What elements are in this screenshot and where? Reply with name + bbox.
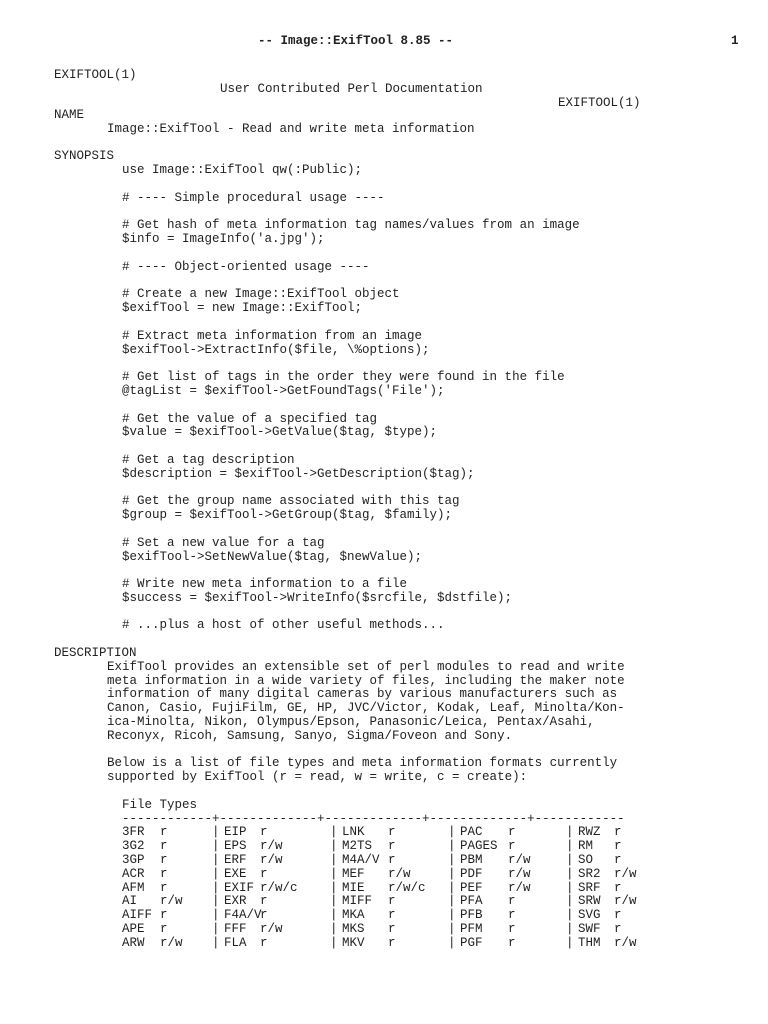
text-line: $group = $exifTool->GetGroup($tag, $family); [122,508,453,523]
column-separator: | [330,866,346,881]
file-type: AI [122,894,138,909]
file-type: EIP [224,825,247,840]
support-mode: r [160,825,168,840]
column-separator: | [212,853,228,868]
support-mode: r/w [160,894,183,909]
text-line [54,482,754,496]
text-line: meta information in a wide variety of files, including the maker note [107,673,625,688]
support-mode: r [260,908,268,923]
file-type: MEF [342,866,365,881]
file-type: MKV [342,935,365,950]
text-line: # Get a tag description [122,452,295,467]
column-separator: | [448,922,464,937]
file-type: SO [578,853,594,868]
section-heading: NAME [54,108,85,122]
support-mode: r [508,839,516,854]
support-mode: r [388,908,396,923]
column-separator: | [212,908,228,923]
file-type: ARW [122,935,145,950]
text-line [54,399,754,413]
column-separator: | [448,825,464,840]
support-mode: r [160,839,168,854]
text-line: # ...plus a host of other useful methods... [122,618,445,633]
support-mode: r/w [260,839,283,854]
support-mode: r [614,922,622,937]
column-separator: | [566,922,582,937]
text-line: $exifTool->ExtractInfo($file, \%options); [122,342,430,357]
support-mode: r [388,825,396,840]
support-mode: r [614,825,622,840]
column-separator: | [330,825,346,840]
support-mode: r [388,922,396,937]
text-line: $value = $exifTool->GetValue($tag, $type); [122,425,438,440]
text-line: # Extract meta information from an image [122,328,423,343]
support-mode: r [508,935,516,950]
column-separator: | [212,866,228,881]
support-mode: r [160,866,168,881]
text-line [54,606,754,620]
column-separator: | [330,853,346,868]
text-line: $exifTool->SetNewValue($tag, $newValue); [122,549,423,564]
support-mode: r [260,866,268,881]
section-name [54,109,754,137]
table-row [122,826,754,840]
file-type: PGF [460,935,483,950]
file-types-table [122,826,754,950]
support-mode: r/w [614,866,637,881]
support-mode: r [388,853,396,868]
text-line: use Image::ExifTool qw(:Public); [122,163,363,178]
column-separator: | [566,866,582,881]
text-line: Reconyx, Ricoh, Samsung, Sanyo, Sigma/Foveon and Sony. [107,728,513,743]
support-mode: r/w [614,935,637,950]
support-mode: r [614,839,622,854]
file-type: 3G2 [122,839,145,854]
column-separator: | [448,880,464,895]
file-type: RWZ [578,825,601,840]
support-mode: r [508,825,516,840]
file-type: EPS [224,839,247,854]
text-line: # Get the value of a specified tag [122,411,378,426]
support-mode: r [160,908,168,923]
file-type: PFM [460,922,483,937]
text-line: Below is a list of file types and meta information formats currently [107,756,618,771]
file-type: PAC [460,825,483,840]
support-mode: r [160,922,168,937]
file-type: PFA [460,894,483,909]
support-mode: r [388,935,396,950]
support-mode: r [388,894,396,909]
file-type: M2TS [342,839,373,854]
column-separator: | [212,880,228,895]
support-mode: r/w [508,880,531,895]
file-type: SVG [578,908,601,923]
text-line [54,275,754,289]
file-type: MIE [342,880,365,895]
text-line: information of many digital cameras by various manufacturers such as [107,687,618,702]
text-line: # Write new meta information to a file [122,577,408,592]
man-page-header [0,54,768,110]
column-separator: | [566,894,582,909]
support-mode: r/w [260,853,283,868]
file-type: M4A/V [342,853,380,868]
section-synopsis [54,150,754,633]
text-line [54,357,754,371]
support-mode: r/w [160,935,183,950]
text-line: $success = $exifTool->WriteInfo($srcfile, $dstfile); [122,590,513,605]
text-line: # Get hash of meta information tag names/values from an image [122,218,580,233]
column-separator: | [566,908,582,923]
man-header-right: EXIFTOOL(1) [558,96,641,110]
file-types-rule: ------------+-------------+-------------+-------------+------------ [122,811,625,826]
support-mode: r/w [508,866,531,881]
man-header-center: User Contributed Perl Documentation [220,82,483,96]
text-line [54,178,754,192]
file-type: MIFF [342,894,373,909]
file-type: 3GP [122,853,145,868]
support-mode: r [508,922,516,937]
column-separator: | [330,922,346,937]
file-type: PFB [460,908,483,923]
text-line: # ---- Object-oriented usage ---- [122,259,370,274]
support-mode: r/w [260,922,283,937]
text-line: # Get list of tags in the order they were found in the file [122,370,565,385]
file-type: PBM [460,853,483,868]
column-separator: | [330,894,346,909]
support-mode: r/w [508,853,531,868]
support-mode: r [614,880,622,895]
support-mode: r [260,935,268,950]
file-type: FLA [224,935,247,950]
support-mode: r/w/c [388,880,426,895]
text-line: # Create a new Image::ExifTool object [122,287,400,302]
file-type: AIFF [122,908,153,923]
file-type: EXR [224,894,247,909]
text-line: ExifTool provides an extensible set of perl modules to read and write [107,659,625,674]
column-separator: | [448,894,464,909]
column-separator: | [566,935,582,950]
section-heading: DESCRIPTION [54,646,137,661]
section-heading: SYNOPSIS [54,149,115,164]
file-type: MKS [342,922,365,937]
support-mode: r [160,880,168,895]
column-separator: | [566,825,582,840]
page-number: 1 [731,34,739,48]
file-type: FFF [224,922,247,937]
support-mode: r [614,908,622,923]
support-mode: r [388,839,396,854]
text-line: # Get the group name associated with this tag [122,494,460,509]
file-type: AFM [122,880,145,895]
column-separator: | [448,908,464,923]
table-row [122,882,754,896]
text-line: $exifTool = new Image::ExifTool; [122,301,363,316]
file-type: SR2 [578,866,601,881]
column-separator: | [566,880,582,895]
text-line: # ---- Simple procedural usage ---- [122,190,385,205]
column-separator: | [448,839,464,854]
file-type: MKA [342,908,365,923]
text-line [54,440,754,454]
column-separator: | [448,935,464,950]
text-line: $description = $exifTool->GetDescription($tag); [122,466,475,481]
description-paragraph [54,757,754,785]
file-type: RM [578,839,594,854]
support-mode: r/w [614,894,637,909]
file-type: THM [578,935,601,950]
support-mode: r [160,853,168,868]
table-row [122,923,754,937]
column-separator: | [330,880,346,895]
support-mode: r/w [388,866,411,881]
file-type: PDF [460,866,483,881]
file-type: ERF [224,853,247,868]
file-type: PEF [460,880,483,895]
synopsis-code [54,164,754,633]
file-type: ACR [122,866,145,881]
text-line: $info = ImageInfo('a.jpg'); [122,232,325,247]
file-type: PAGES [460,839,498,854]
text-line [54,564,754,578]
column-separator: | [212,922,228,937]
text-line: ica-Minolta, Nikon, Olympus/Epson, Panasonic/Leica, Pentax/Asahi, [107,715,595,730]
support-mode: r [614,853,622,868]
text-line [54,247,754,261]
column-separator: | [212,935,228,950]
column-separator: | [212,894,228,909]
column-separator: | [212,825,228,840]
table-row [122,840,754,854]
support-mode: r [260,825,268,840]
support-mode: r/w/c [260,880,298,895]
page-header [0,34,768,50]
column-separator: | [330,839,346,854]
file-type: SRF [578,880,601,895]
text-line [54,206,754,220]
name-text: Image::ExifTool - Read and write meta information [107,121,475,136]
section-description [54,647,754,951]
document-title: -- Image::ExifTool 8.85 -- [258,34,454,48]
column-separator: | [448,853,464,868]
file-type: F4A/V [224,908,262,923]
text-line [54,316,754,330]
table-row [122,854,754,868]
man-header-left: EXIFTOOL(1) [54,68,137,82]
table-row [122,937,754,951]
support-mode: r [508,908,516,923]
file-type: EXE [224,866,247,881]
text-line: @tagList = $exifTool->GetFoundTags('File'); [122,383,445,398]
file-type: LNK [342,825,365,840]
column-separator: | [330,908,346,923]
column-separator: | [566,853,582,868]
column-separator: | [330,935,346,950]
table-row [122,868,754,882]
file-types-title: File Types [122,797,198,812]
column-separator: | [566,839,582,854]
text-line [54,523,754,537]
description-paragraph [54,661,754,744]
support-mode: r [260,894,268,909]
column-separator: | [212,839,228,854]
file-type: EXIF [224,880,255,895]
column-separator: | [448,866,464,881]
text-line: # Set a new value for a tag [122,535,325,550]
file-type: 3FR [122,825,145,840]
file-type: SRW [578,894,601,909]
file-type: SWF [578,922,601,937]
text-line: supported by ExifTool (r = read, w = write, c = create): [107,770,528,785]
text-line: Canon, Casio, FujiFilm, GE, HP, JVC/Victor, Kodak, Leaf, Minolta/Kon- [107,701,625,716]
document-body [54,109,754,951]
table-row [122,909,754,923]
support-mode: r [508,894,516,909]
table-row [122,895,754,909]
file-type: APE [122,922,145,937]
